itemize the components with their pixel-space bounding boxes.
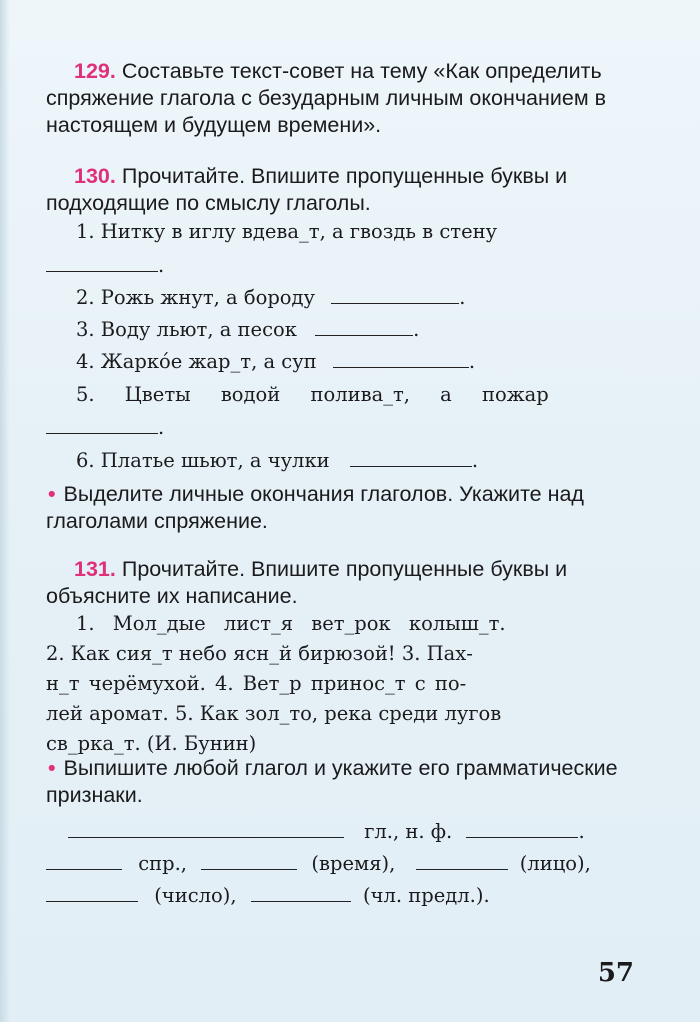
exercise-129 [46,58,644,139]
form-label-sentence-part: (чл. предл.). [362,884,490,907]
exercise-130-task-text: Выделите личные окончания глаголов. Укажите над глаголами спряжение. [46,482,584,533]
exercise-130-item-5: 5. Цветы водой полива_т, а пожар [76,383,549,406]
exercise-131-line-3: н_т черёмухой. 4. Вет_р принос_т с по- [46,672,467,695]
answer-blank[interactable]: . [46,414,164,442]
answer-blank[interactable] [466,821,578,838]
answer-blank[interactable] [46,853,122,870]
list-item [76,381,549,409]
list-item [46,640,473,668]
form-label-conjugation: спр., [138,852,188,875]
exercise-130-item-3: 3. Воду льют, а песок [76,318,297,341]
list-item [76,610,506,638]
exercise-131-line-2: 2. Как сия_т небо ясн_й бирюзой! 3. Пах- [46,642,473,665]
exercise-number-130: 130. [74,164,116,188]
form-label-person: (лицо), [519,852,591,875]
answer-blank[interactable] [46,885,138,902]
page-number: 57 [597,958,634,988]
list-item [46,670,466,698]
form-row-2 [46,850,591,878]
bullet-icon: • [48,482,56,506]
page-edge-shadow [0,0,10,1022]
exercise-number-129: 129. [74,59,116,83]
exercise-131-instruction: Прочитайте. Впишите пропущенные буквы и объясните их написание. [46,557,568,608]
answer-blank[interactable] [350,450,472,467]
answer-blank[interactable] [251,885,351,902]
exercise-131-task [46,755,644,809]
answer-blank[interactable] [333,351,469,368]
form-label-verb-infinitive: гл., н. ф. [364,820,453,843]
answer-blank[interactable] [201,853,297,870]
answer-blank[interactable] [68,821,344,838]
list-item [46,730,256,758]
list-item: 4. Жаркóе жар_т, а суп . [76,350,476,373]
exercise-130-task [46,481,644,535]
answer-blank[interactable] [416,853,508,870]
exercise-130-item-4: 4. Жаркóе жар_т, а суп [76,350,317,373]
exercise-131-line-4: лей аромат. 5. Как зол_то, река среди лугов [46,702,502,725]
answer-blank[interactable] [315,319,413,336]
exercise-131-line-5: св_рка_т. (И. Бунин) [46,732,257,755]
form-row-1: гл., н. ф. . [68,818,585,846]
exercise-number-131: 131. [74,557,116,581]
exercise-130-item-6: 6. Платье шьют, а чулки [76,449,330,472]
exercise-130-item-1: 1. Нитку в иглу вдева_т, а гвоздь в стену [76,220,498,243]
list-item [76,218,497,246]
exercise-130-header [46,163,644,217]
exercise-131-header [46,556,644,610]
list-item: 2. Рожь жнут, а бороду . [76,286,466,309]
exercise-130-item-2: 2. Рожь жнут, а бороду [76,286,316,309]
exercise-129-text: Составьте текст-совет на тему «Как определить спряжение глагола с безударным личным окончанием в настоящем и будущем времени». [46,59,607,137]
list-item: 3. Воду льют, а песок . [76,318,420,341]
answer-blank[interactable] [331,287,459,304]
exercise-131-task-text: Выпишите любой глагол и укажите его грамматические признаки. [46,756,618,807]
list-item: 6. Платье шьют, а чулки . [76,449,479,472]
form-label-number: (число), [154,884,237,907]
bullet-icon: • [48,756,56,780]
answer-blank[interactable]: . [46,252,164,280]
form-row-3 [46,882,490,910]
exercise-130-instruction: Прочитайте. Впишите пропущенные буквы и подходящие по смыслу глаголы. [46,164,568,215]
form-label-tense: (время), [311,852,396,875]
exercise-131-line-1: 1. Мол_дые лист_я вет_рок колыш_т. [76,612,506,635]
list-item [46,700,501,728]
